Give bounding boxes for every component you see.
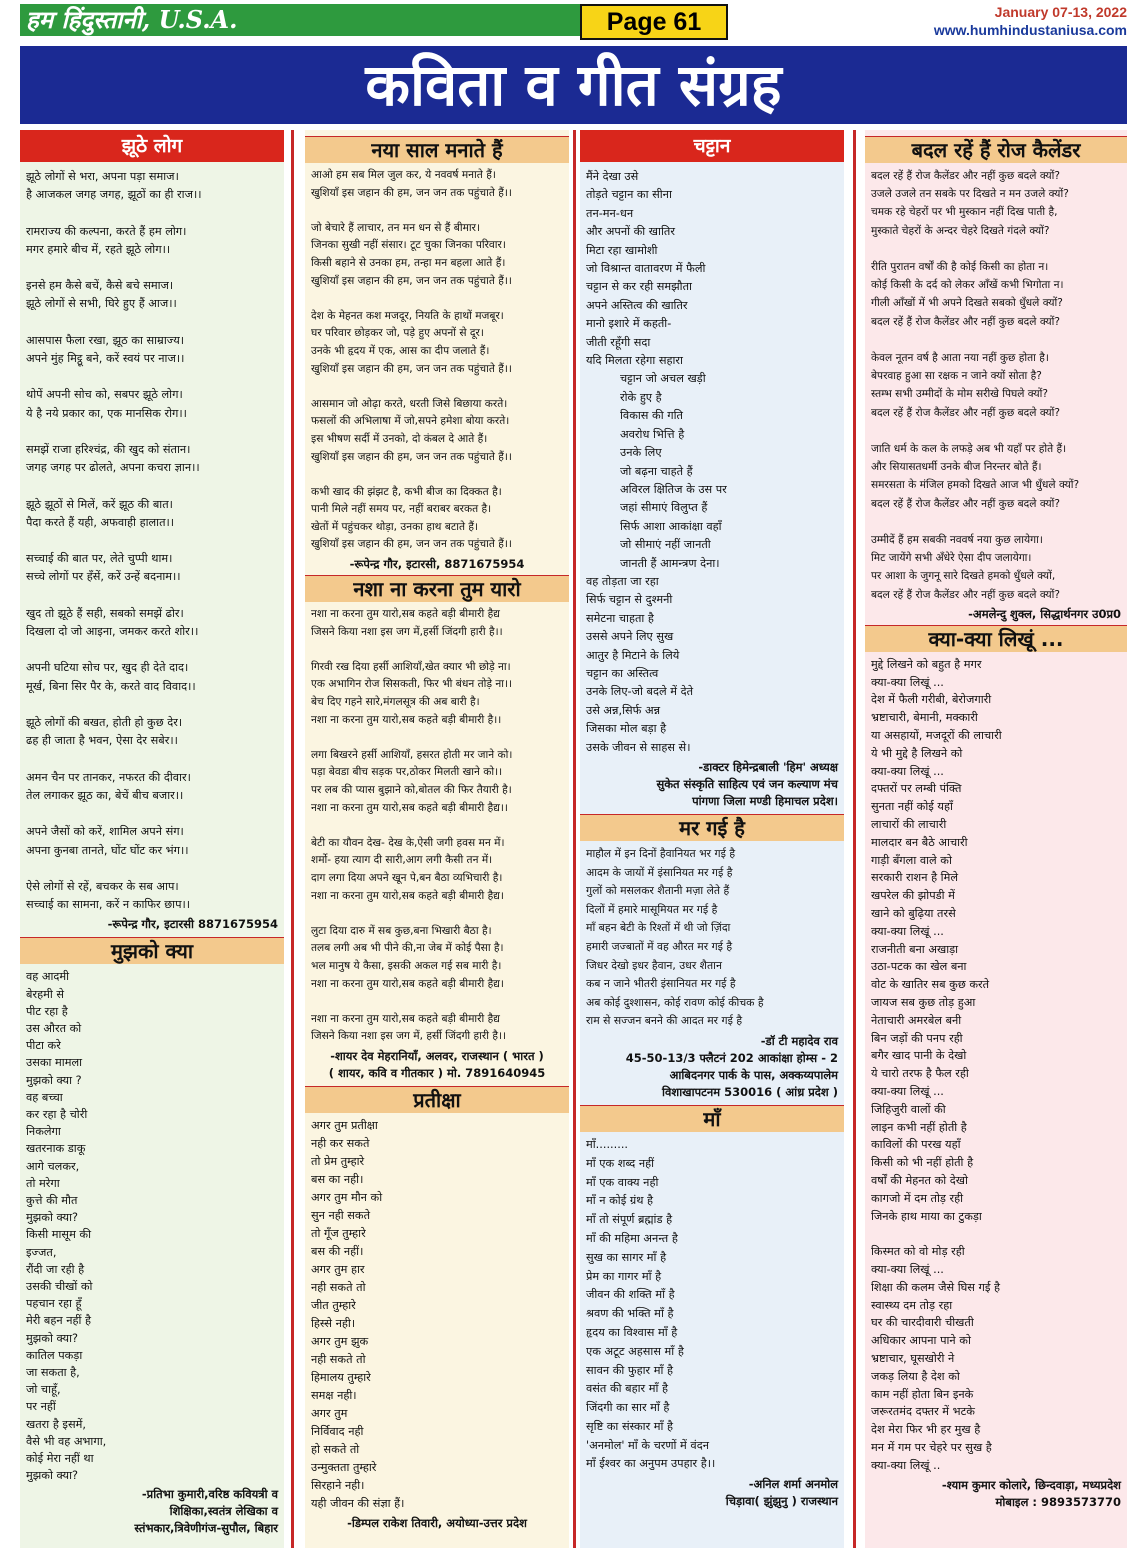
poem-credit: -डिम्पल राकेश तिवारी, अयोध्या-उत्तर प्रदेश [347, 1515, 527, 1530]
poem-body: झूठे लोगों से भरा, अपना पड़ा समाज। है आजकल जगह जगह, झूठों का ही राज।। रामराज्य की कल्पना, करते हैं हम लोग। मगर हमारे बीच में, रहते झूठे लोग।। इनसे हम कैसे बचें, कैसे बचे समाज। झूठे लोगों से सभी, घिरे हुए हैं आज।। आसपास फैला रखा, झूठ का साम्राज्य। अपने मुंह मिट्ठू बने, करें स्वयं पर नाज।। थोपें अपनी सोच को, सबपर झूठे लोग। ये है नये प्रकार का, एक मानसिक रोग।। समझें राजा हरिश्चंद्र, की खुद को संतान। जगह जगह पर ढोलते, अपना कचरा ज्ञान।। झूठे झूठों से मिलें, करें झूठ की बात। पैदा करते हैं यही, अफवाही हालात।। सच्चाई की बात पर, लेते चुप्पी थाम। सच्चे लोगों पर हँसें, करें उन्हें बदनाम।। खुद तो झूठे हैं सही, सबको समझें ढोर। दिखला दो जो आइना, जमकर करते शोर।। अपनी घटिया सोच पर, खुद ही देते दाद। मूर्ख, बिना सिर पैर के, करते वाद विवाद।। झूठे लोगों की बखत, होती हो कुछ देर। ढह ही जाता है भवन, ऐसा देर सबेर।। अमन चैन पर तानकर, नफरत की दीवार। तेल लगाकर झूठ का, बेचें बीच बजार।। अपने जैसों को करें, शामिल अपने संग। अपना कुनबा तानते, घोंट घोंट कर भंग।। ऐसे लोगों से रहें, बचकर के सब आप। सच्चाई का सामना, करें न काफिर छाप।। [26, 170, 202, 912]
poem-body: मुद्दे लिखने को बहुत है मगर क्या-क्या लिखूं ... देश में फैली गरीबी, बेरोजगारी भ्रष्टाचारी, बेमानी, मक्कारी या असहायों, मजदूरों की लाचारी ये भी मुद्दे है लिखने को क्या-क्या लिखूं ... दफ्तरों पर लम्बी पंक्ति सुनता नहीं कोई यहाँ लाचारों की लाचारी मालदार बन बैठे आचारी गाड़ी बँगला वाले को सरकारी राशन है मिले खपरेल की झोपडी में खाने को बुढ़िया तरसे क्या-क्या लिखूं ... राजनीती बना अखाड़ा उठा-पटक का खेल बना वोट के खातिर सब कुछ करते जायज सब कुछ तोड़ हुआ नेताचारी अमरबेल बनी बिन जड़ों की पनप रही बगैर खाद पानी के देखो ये चारो तरफ है फैल रही क्या-क्या लिखूं ... जिहिजुरी वालों की लाइन कभी नहीं होती है काविलों की परख यहाँ किसी को भी नहीं होती है वर्षों की मेहनत को देखो कागजो में दम तोड़ रही जिनके हाथ माया का टुकड़ा किस्मत को वो मोड़ रही क्या-क्या लिखूं ... शिक्षा की कलम जैसे घिस गई है स्वास्थ्य दम तोड़ रहा घर की चारदीवारी चीखती अधिकार आपना पाने को भ्रष्टाचार, घूसखोरी ने जकड़ लिया है देश को काम नहीं होता बिन इनके जरूरतमंद दफ्तर में भटके देश मेरा फिर भी हर मुख है मन में गम पर चेहरे पर सुख है क्या-क्या लिखूं .. [871, 657, 1002, 1472]
poem-credit: -अमलेन्दु शुक्ल, सिद्धार्थनगर उ0प्र0 [968, 606, 1121, 621]
website-link[interactable]: www.humhindustaniusa.com [933, 22, 1127, 38]
poem-body: मैंने देखा उसे तोड़ते चट्टान का सीना तन-मन-धन और अपनों की खातिर मिटा रहा खामोशी जो विश्रान्त वातावरण में फैली चट्टान से कर रही समझौता अपने अस्तित्व की खातिर मानो इशारे में कहती- जीती रहूँगी सदा यदि मिलता रहेगा सहारा [586, 170, 706, 368]
poem-credit: -रूपेन्द्र गौर, इटारसी, 8871675954 [349, 557, 525, 572]
poem-credit: -श्याम कुमार कोलारे, छिन्दवाड़ा, मध्यप्रदेश मोबाइल : 9893573770 [941, 1477, 1121, 1509]
poem-title: माँ [580, 1105, 844, 1132]
poem-title: बदल रहें हैं रोज कैलेंडर [865, 136, 1127, 163]
column-divider [853, 130, 856, 1548]
page-number: Page 61 [580, 4, 728, 40]
poem-credit: -अनिल शर्मा अनमोल चिड़ावा( झुंझुनु ) राजस्थान [725, 1477, 838, 1509]
poem-credit: -शायर देव मेहरानियाँ, अलवर, राजस्थान ( भारत ) ( शायर, कवि व गीतकार ) मो. 7891640945 [328, 1048, 546, 1080]
poem-body: नशा ना करना तुम यारो,सब कहते बड़ी बीमारी हैद्य जिसने किया नशा इस जग में,हर्सी जिंदगी हारी है।। गिरवी रख दिया हर्सी आशियाँ,खेत क्यार भी छोड़े ना। एक अभागिन रोज सिसकती, फिर भी बंधन तोड़े ना।। बेच दिए गहने सारे,मंगलसूत्र की अब बारी है। नशा ना करना तुम यारो,सब कहते बड़ी बीमारी है।। लगा बिखरने हर्सी आशियाँ, हसरत होती मर जाने को। पड़ा बेवडा बीच सड़क पर,ठोकर मिलती खाने को।। पर लब की प्यास बुझाने को,बोतल की फिर तैयारी है। नशा ना करना तुम यारो,सब कहते बड़ी बीमारी हैद्य।। बेटी का यौवन देख- देख के,ऐसी जगी हवस मन में। शर्मो- हया त्याग दी सारी,आग लगी कैसी तन में। दाग लगा दिया अपने खून पे,बन बैठा व्यभिचारी है। नशा ना करना तुम यारो,सब कहते बड़ी बीमारी हैद्य। लुटा दिया दारु में सब कुछ,बना भिखारी बैठा है। तलब लगी अब भी पीने की,ना जेब में कोई पैसा है। भल मानुष ये कैसा, इसकी अकल गई सब मारी है। नशा ना करना तुम यारो,सब कहते बड़ी बीमारी हैद्य। नशा ना करना तुम यारो,सब कहते बड़ी बीमारी हैद्य जिसने किया नशा इस जग में, हर्सी जिंदगी हारी है।। [311, 608, 513, 1043]
poem-body: माहौल में इन दिनों हैवानियत भर गई है आदम के जायों में इंसानियत मर गई है गुलों को मसलकर शैतानी मज़ा लेते हैं दिलों में हमारे मासूमियत मर गई है माँ बहन बेटी के रिश्तों में थी जो ज़िंदा हमारी जज्बातों में वह औरत मर गई है जिधर देखो इधर हैवान, उधर शैतान कब न जाने भीतरी इंसानियत मर गई है अब कोई दुश्शासन, कोई रावण कोई कीचक है राम से सज्जन बनने की आदत मर गई है [586, 847, 764, 1028]
column-1 [20, 130, 284, 1548]
poem-body: चट्टान जो अचल खड़ी रोके हुए है विकास की गति अवरोध भित्ति है उनके लिए जो बढ़ना चाहते हैं अविरल क्षितिज के उस पर जहां सीमाएं विलुप्त हैं सिर्फ आशा आकांक्षा वहाँ जो सीमाएं नहीं जानती जानती हैं आमन्त्रण देना। [620, 372, 727, 570]
column-divider [291, 130, 294, 1548]
poem-title: मुझको क्या [20, 937, 284, 964]
poem-title: नशा ना करना तुम यारो [305, 575, 569, 602]
poem-body: बदल रहें हैं रोज कैलेंडर और नहीं कुछ बदले क्यों? उजले उजले तन सबके पर दिखते न मन उजले क्यों? चमक रहे चेहरों पर भी मुस्कान नहीं दिख पाती है, मुस्काते चेहरों के अन्दर चेहरे दिखते गंदले क्यों? रीति पुरातन वर्षों की है कोई किसी का होता न। कोई किसी के दर्द को लेकर आँखें कभी भिगोता न। गीली आँखों में भी अपने दिखते सबको धुँधले क्यों? बदल रहें हैं रोज कैलेंडर और नहीं कुछ बदले क्यों? केवल नूतन वर्ष है आता नया नहीं कुछ होता है। बेपरवाह हुआ सा रक्षक न जाने क्यों सोता है? स्तम्भ सभी उम्मीदों के मोम सरीखे पिघले क्यों? बदल रहें हैं रोज कैलेंडर और नहीं कुछ बदले क्यों? जाति धर्म के कल के लफड़े अब भी यहाँ पर होते हैं। और सियासतधर्मी उनके बीज निरन्तर बोते हैं। समरसता के मंजिल हमको दिखते आज भी धुँधले क्यों? बदल रहें हैं रोज कैलेंडर और नहीं कुछ बदले क्यों? उम्मीदें हैं हम सबकी नववर्ष नया कुछ लायेगा। मिट जायेंगे सभी अँधेरे ऐसा दीप जलायेगा। पर आशा के जुगनू सारे दिखते हमको धुँधले क्यों, बदल रहें हैं रोज कैलेंडर और नहीं कुछ बदले क्यों? [871, 170, 1080, 601]
poem-credit: -डाक्टर हिमेन्द्रबाली 'हिम' अध्यक्ष सुकेत संस्कृति साहित्य एवं जन कल्याण मंच पांगणा जिला मण्डी हिमाचल प्रदेश। [656, 760, 838, 808]
poem-title: क्या-क्या लिखूं ... [865, 625, 1127, 652]
column-2 [305, 130, 569, 1548]
poem-body: अगर तुम प्रतीक्षा नही कर सकते तो प्रेम तुम्हारे बस का नही। अगर तुम मौन को सुन नही सकते तो गूँज तुम्हारे बस की नहीं। अगर तुम हार नही सकते तो जीत तुम्हारे हिस्से नही। अगर तुम झुक नही सकते तो हिमालय तुम्हारे समक्ष नही। अगर तुम निर्विवाद नही हो सकते तो उन्मुक्तता तुम्हारे सिरहाने नही। यही जीवन की संज्ञा हैं। [311, 1118, 405, 1510]
column-divider [573, 130, 576, 1548]
poem-credit: -प्रतिभा कुमारी,वरिष्ठ कवियत्री व शिक्षिका,स्वतंत्र लेखिका व स्तंभकार,त्रिवेणीगंज-सुपौल, बिहार [134, 1487, 278, 1536]
poem-credit: -डॉ टी महादेव राव 45-50-13/3 फ्लैटनं 202 आकांक्षा होम्स - 2 आबिदनगर पार्क के पास, अक्कय्यपालेम विशाखापटनम 530016 ( आंध्र प्रदेश ) [625, 1033, 838, 1099]
poem-credit: -रूपेन्द्र गौर, इटारसी 8871675954 [107, 917, 278, 932]
section-banner: कविता व गीत संग्रह [20, 46, 1127, 124]
column-4 [865, 130, 1127, 1548]
column-3 [580, 130, 844, 1548]
poem-body: आओ हम सब मिल जुल कर, ये नववर्ष मनाते हैं। खुशियाँ इस जहान की हम, जन जन तक पहुंचाते हैं।। जो बेचारे हैं लाचार, तन मन धन से हैं बीमार। जिनका सुखी नहीं संसार। टूट चुका जिनका परिवार। किसी बहाने से उनका हम, तन्हा मन बहला आते हैं। खुशियाँ इस जहान की हम, जन जन तक पहुंचाते हैं।। देश के मेहनत कश मजदूर, नियति के हाथों मजबूर। घर परिवार छोड़कर जो, पड़े हुए अपनों से दूर। उनके भी हृदय में एक, आस का दीप जलाते हैं। खुशियाँ इस जहान की हम, जन जन तक पहुंचाते हैं।। आसमान जो ओढ़ा करते, धरती जिसे बिछाया करते। फसलों की अभिलाषा में जो,सपने हमेशा बोया करते। इस भीषण सर्दी में उनको, दो कंबल दे आते हैं। खुशियाँ इस जहान की हम, जन जन तक पहुंचाते हैं।। कभी खाद की झंझट है, कभी बीज का दिक्कत है। पानी मिले नहीं समय पर, नहीं बराबर बरकत है। खेतों में पहुंचकर थोड़ा, उनका हाथ बटाते हैं। खुशियाँ इस जहान की हम, जन जन तक पहुंचाते हैं।। [311, 169, 512, 551]
poem-body: वह तोड़ता जा रहा सिर्फ चट्टान से दुश्मनी समेटना चाहता है उससे अपने लिए सुख आतुर है मिटाने के लिये चट्टान का अस्तित्व उनके लिए-जो बदले में देते उसे अन्न,सिर्फ अन्न जिसका मोल बड़ा है उसके जीवन से साहस से। [586, 574, 694, 754]
poem-title: नया साल मनाते हैं [305, 136, 569, 163]
masthead-brand: हम हिंदुस्तानी, U.S.A. [20, 4, 580, 36]
poem-body: वह आदमी बेरहमी से पीट रहा है उस औरत को पीटा करे उसका मामला मुझको क्या ? वह बच्चा कर रहा है चोरी निकलेगा खतरनाक डाकू आगे चलकर, तो मरेगा कुत्ते की मौत मुझको क्या? किसी मासूम की इज्जत, रौंदी जा रही है उसकी चीखों को पहचान रहा हूँ मेरी बहन नहीं है मुझको क्या? कातिल पकड़ा जा सकता है, जो चाहूँ, पर नहीं खतरा है इसमें, वैसे भी वह अभागा, कोई मेरा नहीं था मुझको क्या? [26, 970, 107, 1483]
poem-title: मर गई है [580, 814, 844, 841]
poem-body: माँ......... माँ एक शब्द नहीं माँ एक वाक्य नही माँ न कोई ग्रंथ है माँ तो संपूर्ण ब्रह्मांड है माँ की महिमा अनन्त है सुख का सागर माँ है प्रेम का गागर माँ है जीवन की शक्ति माँ है श्रवण की भक्ति माँ है हृदय का विश्वास माँ है एक अटूट अहसास माँ है सावन की फुहार माँ है वसंत की बहार माँ है जिंदगी का सार माँ है सृष्टि का संस्कार माँ है 'अनमोल' माँ के चरणों में वंदन माँ ईश्वर का अनुपम उपहार है।। [586, 1137, 716, 1471]
issue-date: January 07-13, 2022 [994, 4, 1127, 20]
poem-title: चट्टान [580, 130, 844, 162]
poem-title: झूठे लोग [20, 130, 284, 162]
poem-title: प्रतीक्षा [305, 1086, 569, 1113]
page-header [20, 4, 1127, 42]
